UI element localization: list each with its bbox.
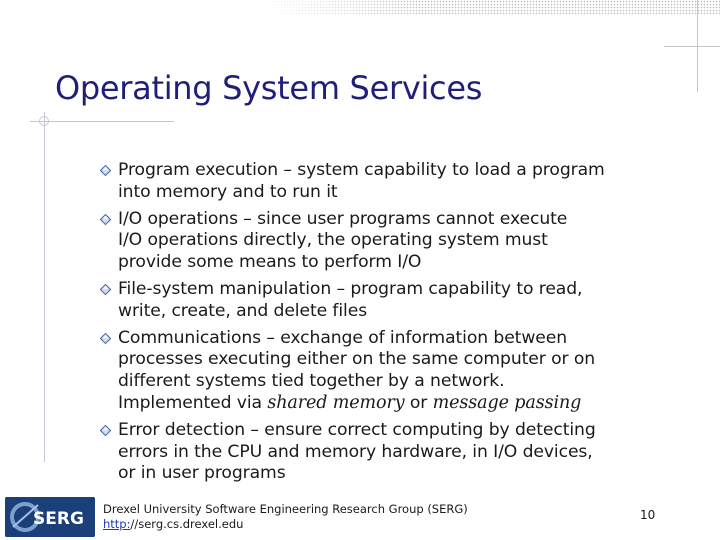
diamond-bullet-icon [100,214,111,225]
bullet-text [118,420,660,485]
page-number: 10 [640,508,656,522]
bullet-text [118,160,660,204]
bullet-line [118,463,660,485]
footer-url-rest[interactable]: //serg.cs.drexel.edu [130,516,244,531]
bullet-segment: into memory and to run it [118,181,338,202]
left-vertical-accent [44,112,45,462]
serg-logo [5,497,95,537]
bullet-segment: provide some means to perform I/O [118,252,422,273]
bullet-segment: Program execution – system capability to load a program [118,160,605,180]
bullet-segment: or in user programs [118,463,286,484]
logo-text: SERG [33,509,84,529]
footer-url-link[interactable] [103,517,468,532]
diamond-bullet-icon [100,333,111,344]
bullet-line [118,279,660,301]
title-underline-accent [30,121,174,122]
bullet-text [118,209,660,274]
bullet-segment: different systems tied together by a network. [118,371,505,392]
bullet-line [118,442,660,464]
bullet-line [118,393,660,415]
bullet-segment: I/O operations directly, the operating system must [118,230,548,251]
bullet-item [100,279,660,323]
bullet-segment: write, create, and delete files [118,300,368,321]
bullet-line [118,301,660,323]
bullet-item [100,209,660,274]
bullet-line [118,182,660,204]
diamond-bullet-icon [100,425,111,436]
bullet-segment: processes executing either on the same computer or on [118,349,596,370]
bullet-segment: I/O operations – since user programs cannot execute [118,208,568,229]
footer-url-scheme[interactable]: http: [103,516,131,531]
bullet-segment: Communications – exchange of information between [118,327,568,348]
bullet-line [118,371,660,393]
bullet-segment: Error detection – ensure correct computing by detecting [118,419,596,440]
bullet-line [118,230,660,252]
bullet-line [118,160,660,182]
diamond-bullet-icon [100,165,111,176]
footer-text [103,502,468,531]
bullet-item [100,420,660,485]
slide-title: Operating System Services [55,69,483,107]
bullet-line [118,328,660,350]
bullet-segment: or [404,392,433,413]
bullet-list [100,160,660,485]
serg-logo-icon [5,497,95,537]
top-right-horizontal-rule [664,46,720,47]
bullet-item [100,160,660,204]
bullet-segment: File-system manipulation – program capability to read, [118,278,583,299]
accent-circle [39,116,49,126]
bullet-line [118,209,660,231]
top-hatch-fade [262,0,422,14]
emphasis-term: shared memory [267,392,405,413]
bullet-item [100,328,660,415]
emphasis-term: message passing [432,392,582,413]
footer-org: Drexel University Software Engineering Research Group (SERG) [103,502,468,516]
bullet-line [118,252,660,274]
bullet-segment: errors in the CPU and memory hardware, in I/O devices, [118,441,593,462]
bullet-segment: Implemented via [118,392,268,413]
bullet-text [118,279,660,323]
bullet-text [118,328,660,415]
bullet-line [118,349,660,371]
diamond-bullet-icon [100,284,111,295]
bullet-line [118,420,660,442]
